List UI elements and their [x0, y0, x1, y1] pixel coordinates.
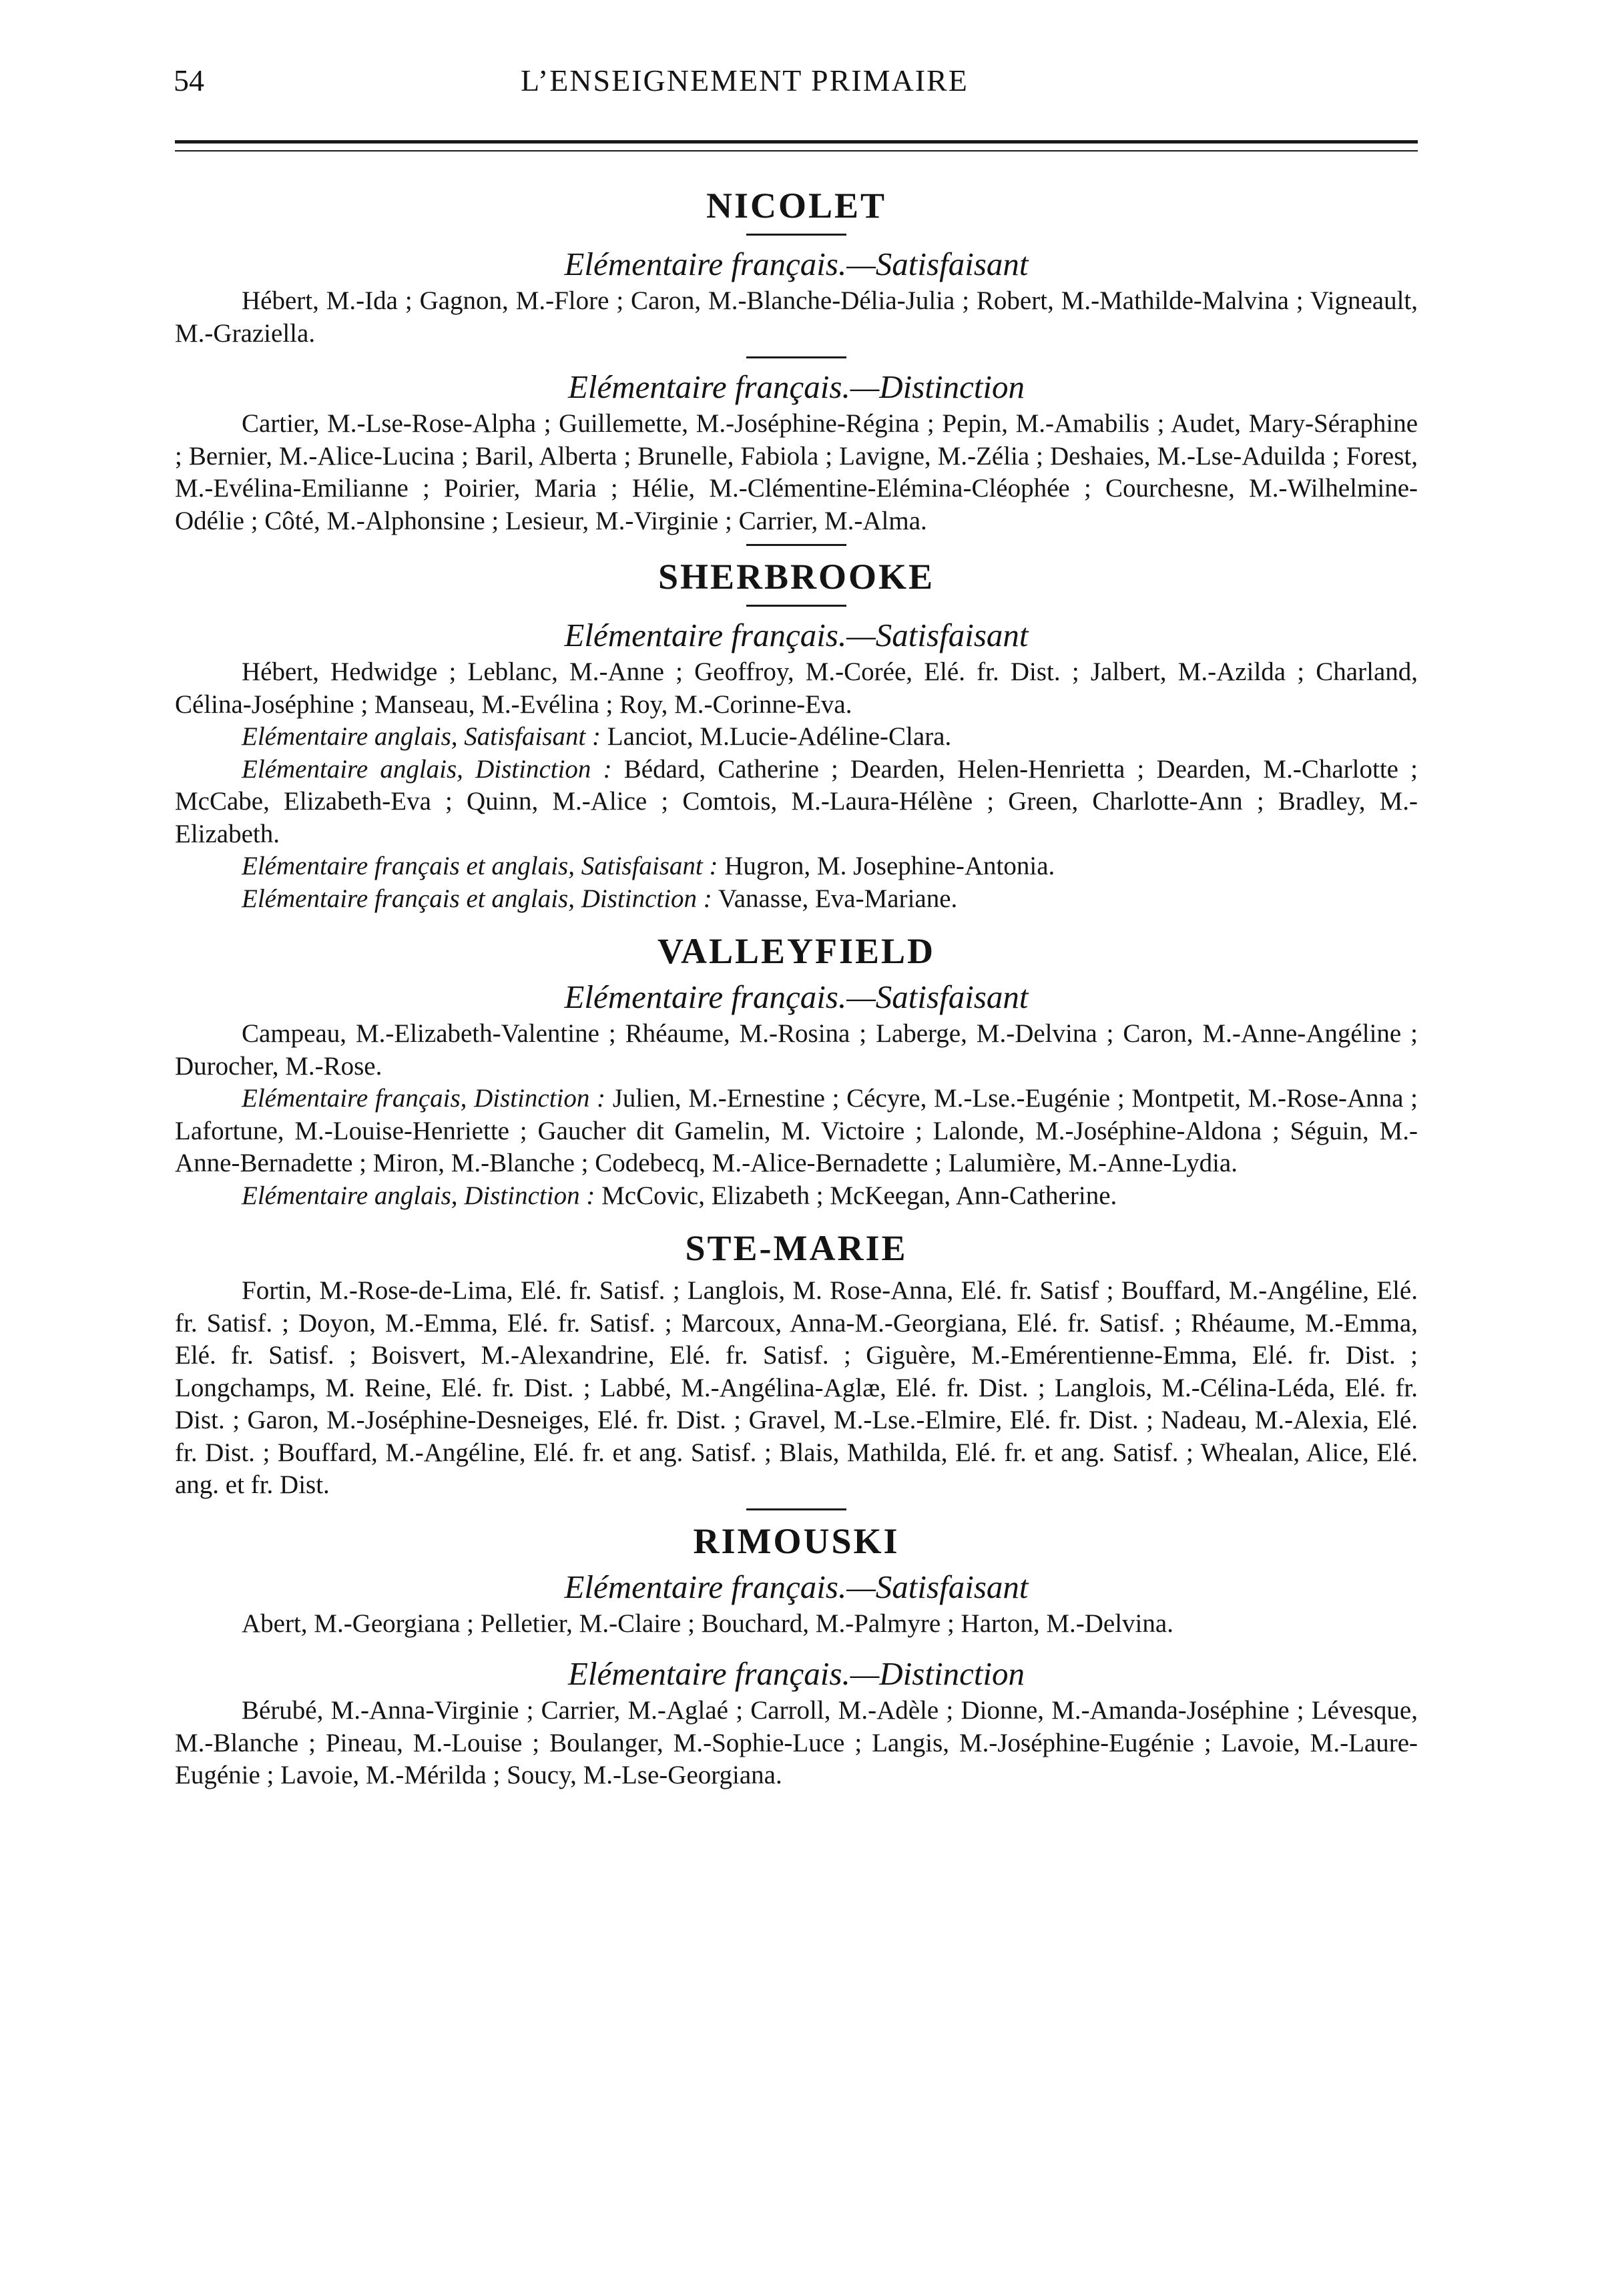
page-number: 54: [174, 63, 204, 97]
section-rimouski: [175, 1520, 1418, 1792]
category-names: Hugron, M. Josephine-Antonia.: [718, 852, 1055, 880]
short-rule: [746, 605, 846, 607]
short-rule: [746, 544, 846, 546]
page-body: [175, 184, 1418, 1792]
category-entry: [175, 1180, 1418, 1213]
category-entry: [175, 754, 1418, 851]
town-heading: RIMOUSKI: [693, 1520, 900, 1561]
names-paragraph: Abert, M.-Georgiana ; Pelletier, M.-Claire ; Bouchard, M.-Palmyre ; Harton, M.-Delvina.: [242, 1609, 1173, 1638]
category-names: Julien, M.-Ernestine ; Cécyre, M.-Lse.-Eugénie ; Montpetit, M.-Rose-Anna ; Lafortune, M.-Louise-Henriette ; Gaucher dit Gamelin, M. Victoire ; Lalonde, M.-Joséphine-Aldona ; Séguin, M.-Anne-Bernadette ; Miron, M.-Blanche ; Codebecq, M.-Alice-Bernadette ; Lalumière, M.-Anne-Lydia.: [175, 1084, 1418, 1177]
short-rule: [746, 1508, 846, 1510]
town-heading: VALLEYFIELD: [657, 931, 936, 971]
running-head: [174, 63, 1418, 116]
category-names: Bédard, Catherine ; Dearden, Helen-Henrietta ; Dearden, M.-Charlotte ; McCabe, Elizabeth-Eva ; Quinn, M.-Alice ; Comtois, M.-Laura-Hélène ; Green, Charlotte-Ann ; Bradley, M.-Elizabeth.: [175, 754, 1418, 848]
category-heading: Elémentaire français.—Satisfaisant: [564, 978, 1029, 1015]
section-sherbrooke: [175, 555, 1418, 930]
category-entry: [175, 850, 1418, 883]
section-ste-marie: [175, 1227, 1418, 1510]
short-rule: [746, 234, 846, 236]
short-rule: [746, 356, 846, 358]
category-label: Elémentaire français, Distinction :: [242, 1084, 606, 1113]
category-entry: [175, 883, 1418, 916]
category-names: Lanciot, M.Lucie-Adéline-Clara.: [601, 722, 952, 751]
category-heading: Elémentaire français.—Satisfaisant: [564, 617, 1029, 653]
names-paragraph: Hébert, M.-Ida ; Gagnon, M.-Flore ; Caron, M.-Blanche-Délia-Julia ; Robert, M.-Mathilde-Malvina ; Vigneault, M.-Graziella.: [175, 286, 1418, 348]
town-heading: NICOLET: [706, 186, 887, 226]
names-paragraph: Fortin, M.-Rose-de-Lima, Elé. fr. Satisf. ; Langlois, M. Rose-Anna, Elé. fr. Satisf ; Bouffard, M.-Angéline, Elé. fr. Satisf. ; Doyon, M.-Emma, Elé. fr. Satisf. ; Marcoux, Anna-M.-Georgiana, Elé. fr. Satisf. ; Rhéaume, M.-Emma, Elé. fr. Satisf. ; Boisvert, M.-Alexandrine, Elé. fr. Satisf. ; Giguère, M.-Emérentienne-Emma, Elé. fr. Dist. ; Longchamps, M. Reine, Elé. fr. Dist. ; Labbé, M.-Angélina-Aglæ, Elé. fr. Dist. ; Langlois, M.-Célina-Léda, Elé. fr. Dist. ; Garon, M.-Joséphine-Desneiges, Elé. fr. Dist. ; Gravel, M.-Lse.-Elmire, Elé. fr. Dist. ; Nadeau, M.-Alexia, Elé. fr. Dist. ; Bouffard, M.-Angéline, Elé. fr. et ang. Satisf. ; Blais, Mathilda, Elé. fr. et ang. Satisf. ; Whealan, Alice, Elé. ang. et fr. Dist.: [175, 1276, 1418, 1499]
category-label: Elémentaire anglais, Satisfaisant :: [242, 722, 601, 751]
names-paragraph: Hébert, Hedwidge ; Leblanc, M.-Anne ; Geoffroy, M.-Corée, Elé. fr. Dist. ; Jalbert, M.-Azilda ; Charland, Célina-Joséphine ; Manseau, M.-Evélina ; Roy, M.-Corinne-Eva.: [175, 657, 1418, 719]
category-label: Elémentaire anglais, Distinction :: [242, 754, 612, 784]
category-label: Elémentaire anglais, Distinction :: [242, 1181, 595, 1210]
running-title: L’ENSEIGNEMENT PRIMAIRE: [521, 63, 969, 97]
names-paragraph: Campeau, M.-Elizabeth-Valentine ; Rhéaume, M.-Rosina ; Laberge, M.-Delvina ; Caron, M.-Anne-Angéline ; Durocher, M.-Rose.: [175, 1019, 1418, 1081]
category-heading: Elémentaire français.—Satisfaisant: [564, 1568, 1029, 1605]
town-heading: STE-MARIE: [685, 1228, 908, 1268]
category-label: Elémentaire français et anglais, Satisfaisant :: [242, 852, 718, 880]
category-label: Elémentaire français et anglais, Distinction :: [242, 884, 712, 913]
category-heading: Elémentaire français.—Distinction: [567, 1655, 1025, 1692]
section-nicolet: [175, 184, 1418, 546]
town-heading: SHERBROOKE: [657, 557, 935, 597]
names-paragraph: Bérubé, M.-Anna-Virginie ; Carrier, M.-Aglaé ; Carroll, M.-Adèle ; Dionne, M.-Amanda-Joséphine ; Lévesque, M.-Blanche ; Pineau, M.-Louise ; Boulanger, M.-Sophie-Luce ; Langis, M.-Joséphine-Eugénie ; Lavoie, M.-Laure-Eugénie ; Lavoie, M.-Mérilda ; Soucy, M.-Lse-Georgiana.: [175, 1696, 1418, 1789]
category-heading: Elémentaire français.—Satisfaisant: [564, 246, 1029, 282]
section-valleyfield: [175, 930, 1418, 1227]
category-entry: [175, 721, 1418, 754]
category-names: Vanasse, Eva-Mariane.: [712, 884, 958, 913]
category-names: McCovic, Elizabeth ; McKeegan, Ann-Catherine.: [595, 1181, 1117, 1210]
category-entry: [175, 1083, 1418, 1180]
names-paragraph: Cartier, M.-Lse-Rose-Alpha ; Guillemette, M.-Joséphine-Régina ; Pepin, M.-Amabilis ; Audet, Mary-Séraphine ; Bernier, M.-Alice-Lucina ; Baril, Alberta ; Brunelle, Fabiola ; Lavigne, M.-Zélia ; Deshaies, M.-Lse-Aduilda ; Forest, M.-Evélina-Emilianne ; Poirier, Maria ; Hélie, M.-Clémentine-Elémina-Cléophée ; Courchesne, M.-Wilhelmine-Odélie ; Côté, M.-Alphonsine ; Lesieur, M.-Virginie ; Carrier, M.-Alma.: [175, 409, 1418, 535]
category-heading: Elémentaire français.—Distinction: [567, 368, 1025, 405]
header-double-rule: [175, 140, 1418, 152]
